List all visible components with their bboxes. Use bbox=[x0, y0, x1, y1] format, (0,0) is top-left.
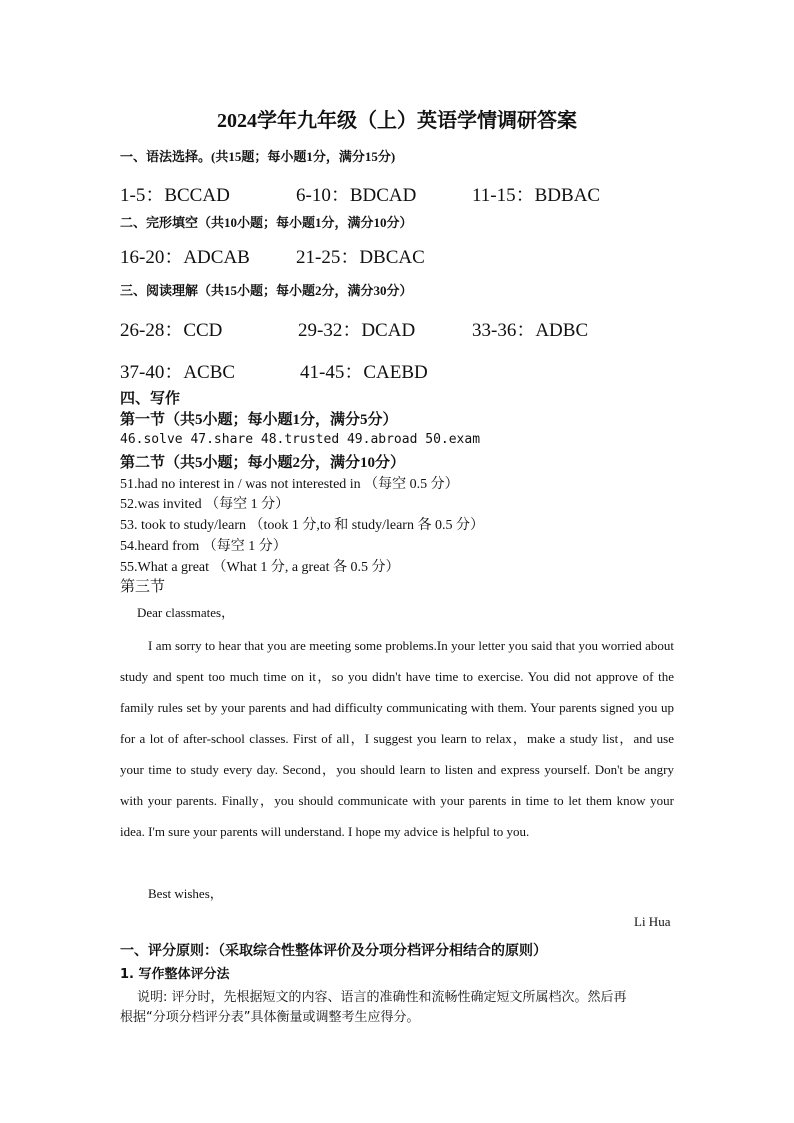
answer-26-28: 26-28：CCD bbox=[120, 320, 223, 341]
vocab-answers-line: 46.solve 47.share 48.trusted 49.abroad 50.exam bbox=[120, 432, 481, 447]
answer-6-10: 6-10：BDCAD bbox=[296, 185, 417, 206]
answer-41-45: 41-45：CAEBD bbox=[300, 362, 428, 383]
letter-closing: Best wishes， bbox=[148, 886, 223, 901]
letter-greeting: Dear classmates， bbox=[137, 605, 235, 620]
fill-item-51: 51.had no interest in / was not interested in （每空 0.5 分） bbox=[120, 477, 459, 492]
answer-29-32: 29-32：DCAD bbox=[298, 320, 416, 341]
grading-subheading: 1. 写作整体评分法 bbox=[120, 967, 230, 982]
answer-11-15: 11-15：BDBAC bbox=[472, 185, 601, 206]
grading-note-line-1: 说明: 评分时，先根据短文的内容、语言的准确性和流畅性确定短文所属档次。然后再 bbox=[137, 990, 627, 1005]
section-grammar-heading: 一、语法选择。(共15题；每小题1分，满分15分) bbox=[120, 149, 396, 164]
section-writing-part1-heading: 第一节（共5小题；每小题1分，满分5分） bbox=[120, 412, 398, 428]
answer-16-20: 16-20：ADCAB bbox=[120, 247, 250, 268]
section-reading-heading: 三、阅读理解（共15小题；每小题2分，满分30分） bbox=[120, 283, 413, 298]
grading-heading: 一、评分原则：（采取综合性整体评价及分项分档评分相结合的原则） bbox=[120, 943, 547, 959]
section-writing-heading: 四、写作 bbox=[120, 391, 181, 407]
page-title: 2024学年九年级（上）英语学情调研答案 bbox=[217, 110, 577, 132]
fill-item-55: 55.What a great （What 1 分, a great 各 0.5 分） bbox=[120, 560, 400, 575]
answer-21-25: 21-25：DBCAC bbox=[296, 247, 425, 268]
letter-body: I am sorry to hear that you are meeting some problems.In your letter you said that you worried about study and spent too much time on it，so you didn't have time to exercise. You did not approve of the family rules set by your parents and had difficulty communicating with them. Your parents signed you up for a lot of after-school classes. First of all，I suggest you learn to relax，make a study list，and use your time to study every day. Second，you should learn to listen and express yourself. Don't be angry with your parents. Finally，you should communicate with your parents in time to let them know your idea. I'm sure your parents will understand. I hope my advice is helpful to you. bbox=[120, 638, 674, 839]
fill-item-52: 52.was invited （每空 1 分） bbox=[120, 497, 290, 512]
fill-item-54: 54.heard from （每空 1 分） bbox=[120, 539, 287, 554]
section-writing-part3-heading: 第三节 bbox=[120, 579, 166, 595]
grading-note-line-2: 根据“分项分档评分表”具体衡量或调整考生应得分。 bbox=[120, 1010, 420, 1025]
section-cloze-heading: 二、完形填空（共10小题；每小题1分，满分10分） bbox=[120, 215, 413, 230]
letter-signature: Li Hua bbox=[634, 914, 671, 929]
fill-item-53: 53. took to study/learn （took 1 分,to 和 study/learn 各 0.5 分） bbox=[120, 518, 484, 533]
answer-1-5: 1-5：BCCAD bbox=[120, 185, 230, 206]
answer-33-36: 33-36：ADBC bbox=[472, 320, 589, 341]
section-writing-part2-heading: 第二节（共5小题；每小题2分，满分10分） bbox=[120, 455, 406, 471]
answer-37-40: 37-40：ACBC bbox=[120, 362, 236, 383]
